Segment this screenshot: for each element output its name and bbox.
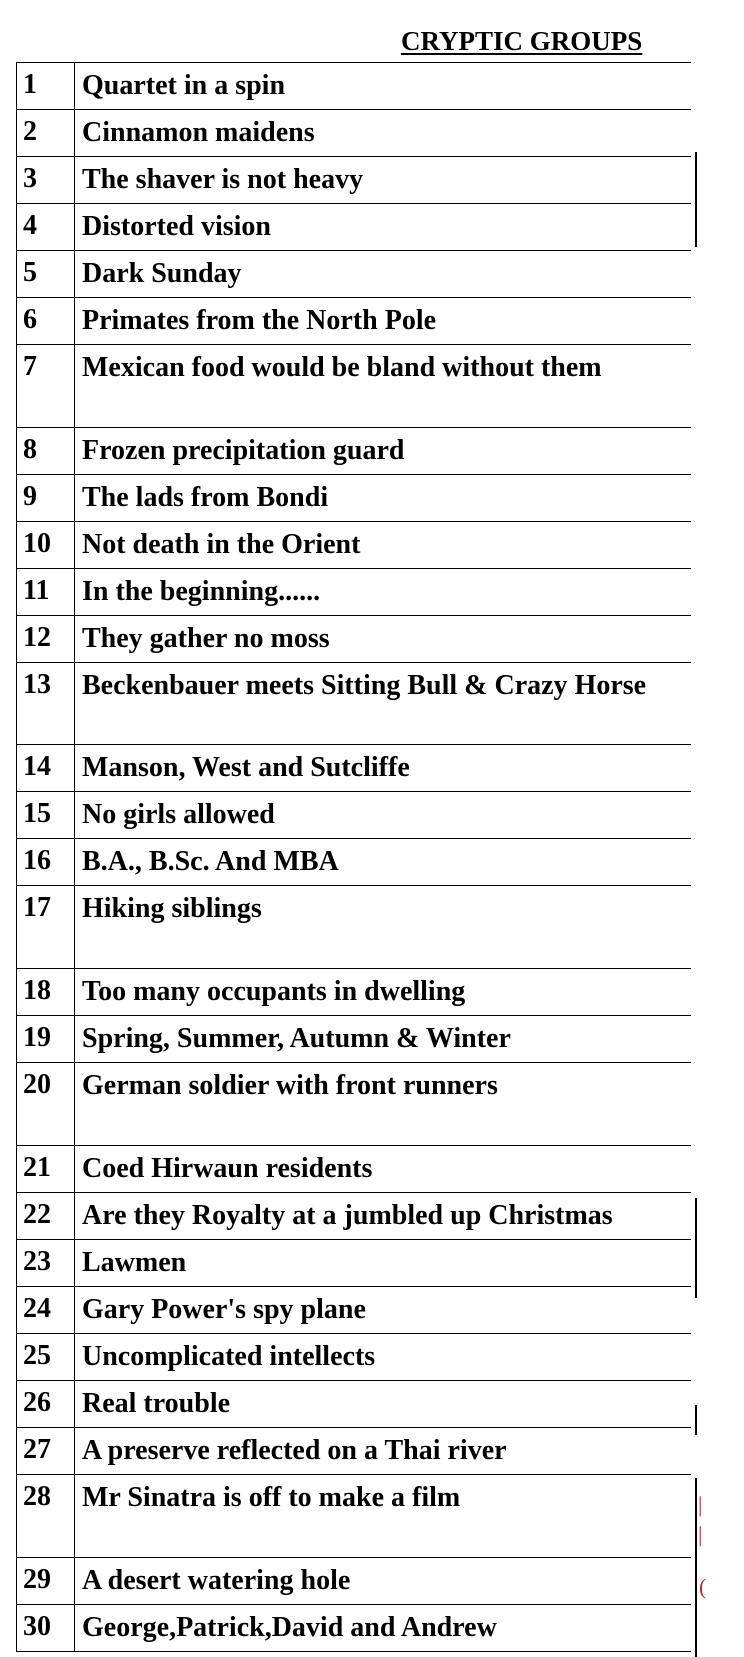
row-clue: Frozen precipitation guard [82,435,405,466]
row-clue: Real trouble [82,1388,231,1419]
row-clue: Are they Royalty at a jumbled up Christmas [82,1200,613,1231]
row-clue: They gather no moss [82,623,330,654]
row-number: 1 [17,63,75,109]
table-row [17,1558,691,1605]
table-row [17,110,691,157]
table-row [17,792,691,839]
row-number: 25 [17,1334,75,1380]
row-number: 26 [17,1381,75,1427]
table-row [17,475,691,522]
table-row [17,63,691,110]
row-number: 14 [17,745,75,791]
row-clue: Not death in the Orient [82,529,361,560]
row-clue: Hiking siblings [82,893,262,924]
clue-table [16,62,691,1652]
row-number: 16 [17,839,75,885]
table-row [17,1428,691,1475]
row-number: 24 [17,1287,75,1333]
row-number: 6 [17,298,75,344]
row-clue: No girls allowed [82,799,275,830]
row-number: 2 [17,110,75,156]
row-number: 27 [17,1428,75,1474]
table-row [17,157,691,204]
row-clue: Coed Hirwaun residents [82,1153,373,1184]
table-row [17,1146,691,1193]
row-clue: B.A., B.Sc. And MBA [82,846,339,877]
row-clue: Dark Sunday [82,258,242,289]
table-row [17,345,691,428]
row-clue: The lads from Bondi [82,482,329,513]
row-clue: Primates from the North Pole [82,305,437,336]
row-number: 21 [17,1146,75,1192]
row-clue: Manson, West and Sutcliffe [82,752,410,783]
row-clue: German soldier with front runners [82,1070,498,1101]
table-row [17,663,691,745]
table-row [17,616,691,663]
table-row [17,1063,691,1146]
table-row [17,522,691,569]
row-number: 20 [17,1063,75,1145]
table-row [17,1475,691,1558]
table-row [17,969,691,1016]
row-number: 9 [17,475,75,521]
row-clue: A preserve reflected on a Thai river [82,1435,507,1466]
row-clue: In the beginning...... [82,576,321,607]
row-number: 12 [17,616,75,662]
table-row [17,1381,691,1428]
row-number: 22 [17,1193,75,1239]
table-row [17,839,691,886]
row-clue: Beckenbauer meets Sitting Bull & Crazy Horse [82,670,647,701]
table-row [17,1240,691,1287]
table-row [17,886,691,969]
table-row [17,298,691,345]
border-fragment [695,152,697,247]
row-number: 8 [17,428,75,474]
row-number: 10 [17,522,75,568]
row-number: 15 [17,792,75,838]
row-number: 30 [17,1605,75,1651]
row-clue: Uncomplicated intellects [82,1341,376,1372]
page-title: CRYPTIC GROUPS [401,26,643,56]
row-clue: Cinnamon maidens [82,117,315,148]
row-clue: Spring, Summer, Autumn & Winter [82,1023,511,1054]
row-number: 19 [17,1016,75,1062]
table-row [17,569,691,616]
border-fragment [695,1198,697,1298]
row-clue: Gary Power's spy plane [82,1294,366,1325]
row-number: 3 [17,157,75,203]
table-row [17,745,691,792]
row-clue: Lawmen [82,1247,187,1278]
row-clue: Mexican food would be bland without them [82,352,602,383]
row-number: 28 [17,1475,75,1557]
table-row [17,251,691,298]
row-number: 23 [17,1240,75,1286]
row-number: 18 [17,969,75,1015]
row-clue: The shaver is not heavy [82,164,364,195]
row-clue: Mr Sinatra is off to make a film [82,1482,461,1513]
table-row [17,1193,691,1240]
row-number: 5 [17,251,75,297]
row-clue: Quartet in a spin [82,70,286,101]
scan-artifact: | [698,1522,703,1547]
row-number: 4 [17,204,75,250]
row-number: 17 [17,886,75,968]
row-clue: Distorted vision [82,211,271,242]
row-number: 11 [17,569,75,615]
row-clue: A desert watering hole [82,1565,351,1596]
table-row [17,1334,691,1381]
row-number: 13 [17,663,75,744]
table-row [17,1287,691,1334]
border-fragment [695,1478,697,1657]
table-row [17,1016,691,1063]
scan-artifact: | [698,1492,703,1517]
row-clue: George,Patrick,David and Andrew [82,1612,497,1643]
border-fragment [695,1405,697,1435]
table-row [17,428,691,475]
table-row [17,1605,691,1652]
table-row [17,204,691,251]
row-number: 29 [17,1558,75,1604]
scan-artifact: ( [699,1574,707,1599]
row-clue: Too many occupants in dwelling [82,976,466,1007]
row-number: 7 [17,345,75,427]
